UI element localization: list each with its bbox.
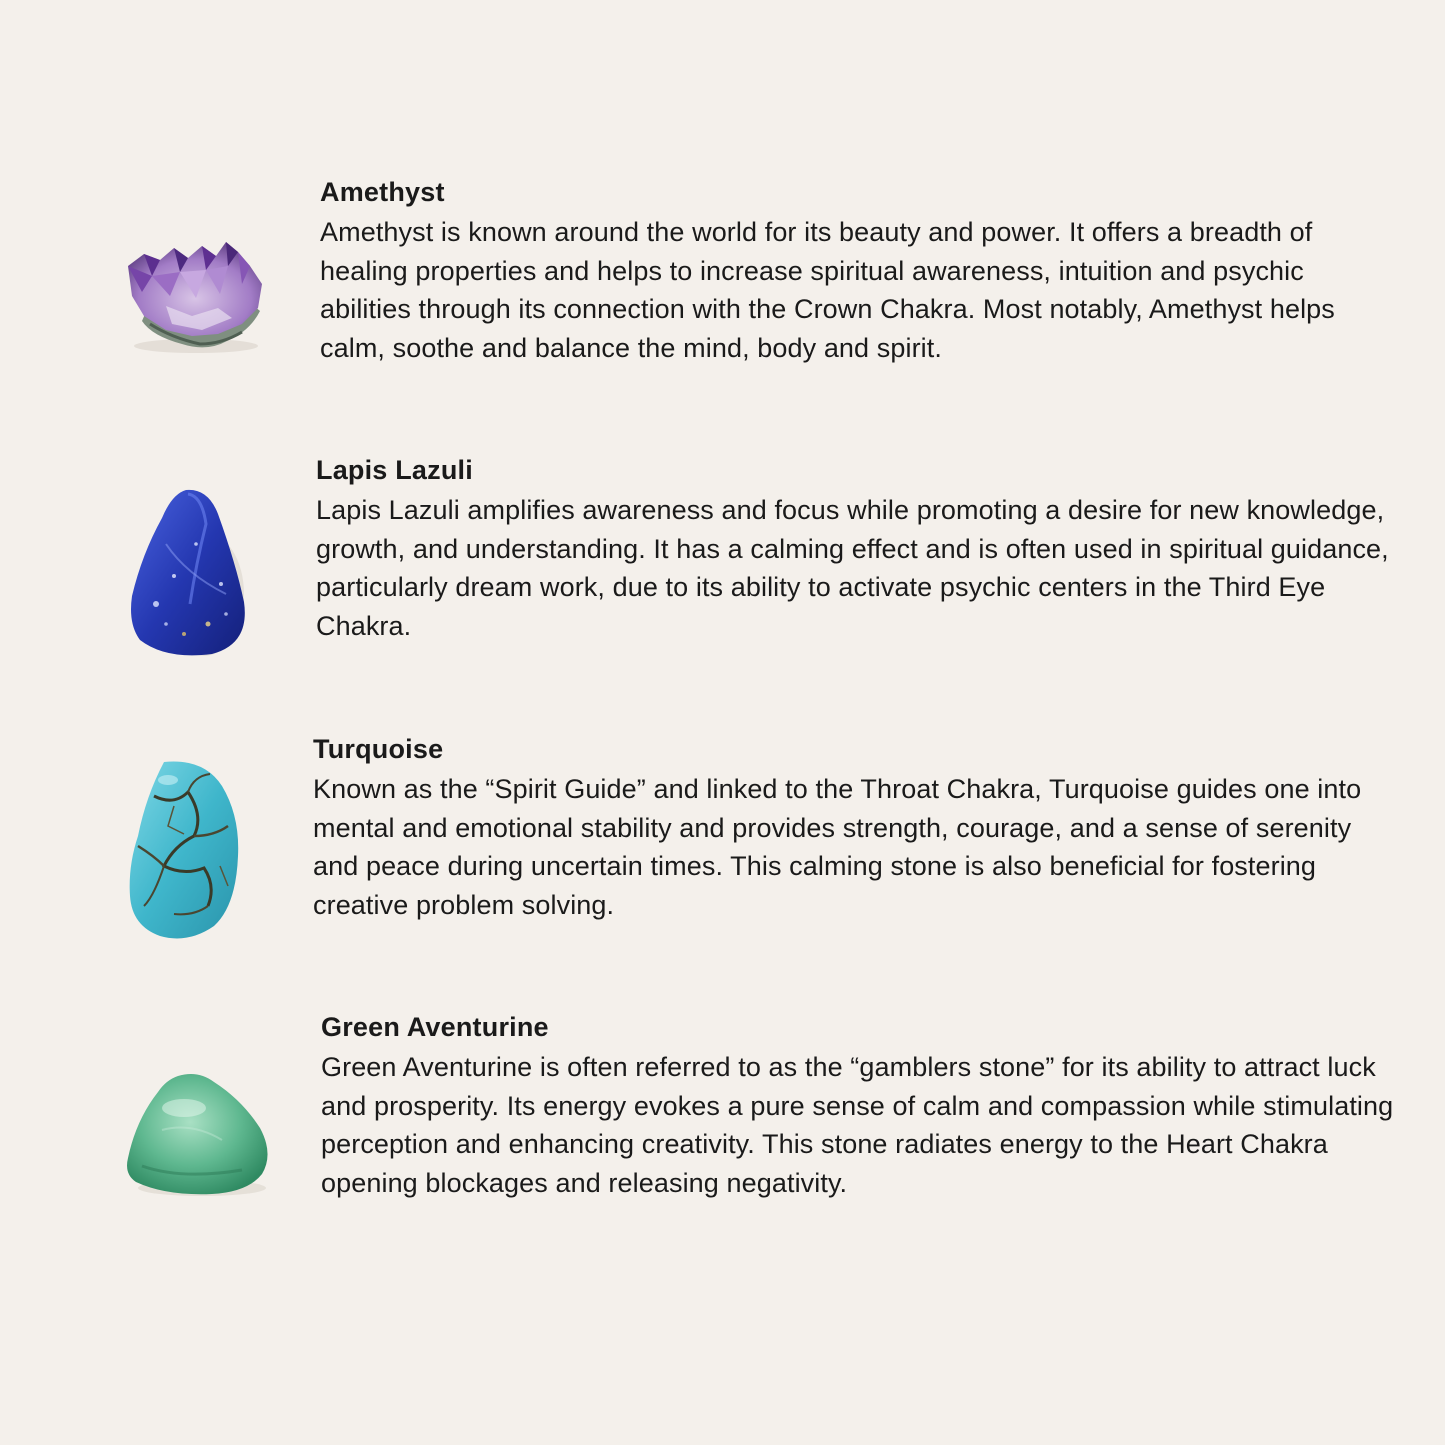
amethyst-cluster-image	[122, 236, 267, 358]
stone-description: Lapis Lazuli amplifies awareness and focus while promoting a desire for new knowledge, growth, and understanding. It has a calming effect and is often used in spiritual guidance, particularly dream work, due to its ability to activate psychic centers in the Third Eye Chakra.	[316, 495, 1389, 641]
stone-text-turquoise	[313, 734, 1393, 924]
green-aventurine-stone-image	[122, 1070, 274, 1198]
stone-text-amethyst	[320, 177, 1400, 367]
stone-name: Amethyst	[320, 177, 445, 207]
stone-name: Green Aventurine	[321, 1012, 549, 1042]
turquoise-stone-image	[124, 756, 244, 944]
stone-text-lapis-lazuli	[316, 455, 1396, 645]
stone-description: Green Aventurine is often referred to as the “gamblers stone” for its ability to attract luck and prosperity. Its energy evokes a pure sense of calm and compassion while stimulating perception and enhancing creativity. This stone radiates energy to the Heart Chakra opening blockages and releasing negativity.	[321, 1052, 1394, 1198]
lapis-lazuli-stone-image	[126, 484, 256, 658]
stone-text-green-aventurine	[321, 1012, 1401, 1202]
stone-description: Amethyst is known around the world for its beauty and power. It offers a breadth of healing properties and helps to increase spiritual awareness, intuition and psychic abilities through its connection with the Crown Chakra. Most notably, Amethyst helps calm, soothe and balance the mind, body and spirit.	[320, 217, 1335, 363]
stone-name: Turquoise	[313, 734, 444, 764]
stone-name: Lapis Lazuli	[316, 455, 473, 485]
stone-description: Known as the “Spirit Guide” and linked to the Throat Chakra, Turquoise guides one into mental and emotional stability and provides strength, courage, and a sense of serenity and peace during uncertain times. This calming stone is also beneficial for fostering creative problem solving.	[313, 774, 1362, 920]
